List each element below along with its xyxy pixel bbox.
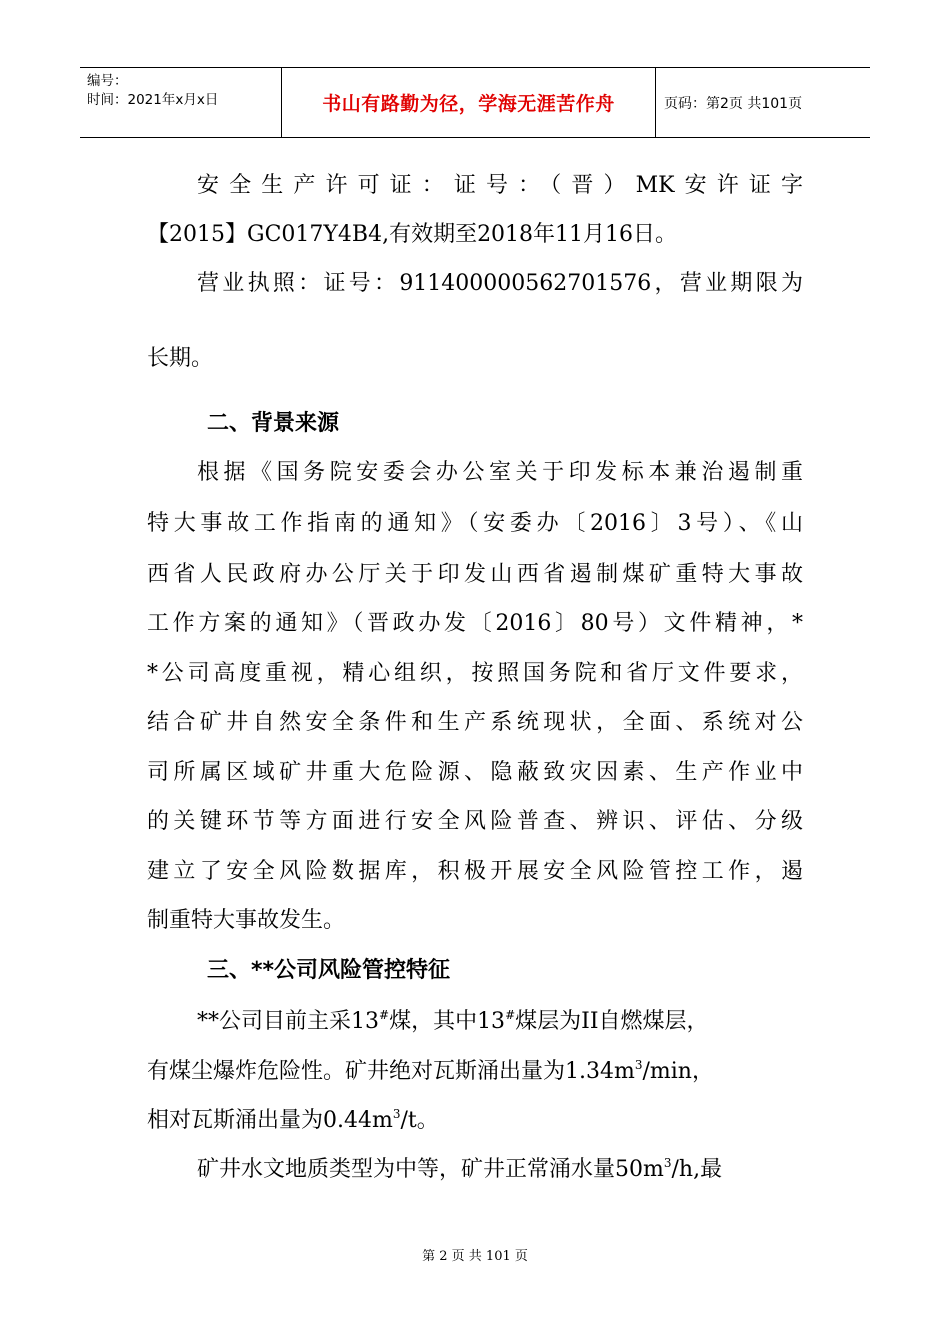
- paragraph-line: 根据《国务院安委会办公室关于印发标本兼治遏制重: [197, 460, 803, 485]
- text-segment: 有煤尘爆炸危险性。矿井绝对瓦斯涌出量为1.34m: [147, 1059, 635, 1084]
- superscript: 3: [392, 1107, 401, 1121]
- business-license-line-1: 营业执照：证号：911400000562701576，营业期限为: [197, 271, 803, 296]
- text-segment: /min，: [642, 1059, 714, 1084]
- section-heading-risk-control: 三、**公司风险管控特征: [207, 958, 451, 983]
- paragraph-line: 的关键环节等方面进行安全风险普查、辨识、评估、分级: [147, 809, 803, 834]
- paragraph-line: 结合矿井自然安全条件和生产系统现状，全面、系统对公: [147, 710, 803, 735]
- page-footer: 第 2 页 共 101 页: [422, 1249, 528, 1264]
- business-license-line-2: 长期。: [147, 346, 214, 371]
- superscript: 3: [634, 1058, 643, 1072]
- number-label: 编号：: [87, 73, 128, 89]
- header-motto: 书山有路勤为径，学海无涯苦作舟: [282, 68, 656, 137]
- paragraph-line: 特大事故工作指南的通知》（安委办〔2016〕3号）、《山: [147, 511, 803, 536]
- text-segment: **公司目前主采13: [197, 1009, 379, 1034]
- text-segment: /h,最: [671, 1157, 723, 1182]
- text-segment: /t。: [400, 1108, 439, 1133]
- section-heading-background: 二、背景来源: [207, 411, 340, 436]
- paragraph-line: 工作方案的通知》（晋政办发〔2016〕80号）文件精神，*: [147, 611, 803, 636]
- text-segment: 煤层为II自燃煤层，: [515, 1009, 709, 1034]
- time-label: 时间：2021年x月x日: [87, 92, 219, 108]
- text-segment: 矿井水文地质类型为中等，矿井正常涌水量50m: [197, 1157, 664, 1182]
- license-line-2: 【2015】GC017Y4B4,有效期至2018年11月16日。: [147, 222, 678, 247]
- paragraph-line: 西省人民政府办公厅关于印发山西省遏制煤矿重特大事故: [147, 562, 803, 587]
- hydrogeology-line: [197, 1155, 722, 1185]
- text-segment: 相对瓦斯涌出量为0.44m: [147, 1108, 393, 1133]
- gas-emission-line: [147, 1057, 714, 1087]
- text-segment: 煤，其中13: [389, 1009, 506, 1034]
- document-header: [80, 67, 870, 138]
- paragraph-line: 司所属区域矿井重大危险源、隐蔽致灾因素、生产作业中: [147, 760, 803, 785]
- coal-seam-line: [197, 1007, 709, 1037]
- paragraph-line: *公司高度重视，精心组织，按照国务院和省厅文件要求，: [147, 661, 803, 686]
- superscript: #: [505, 1008, 516, 1022]
- header-meta: [80, 68, 282, 137]
- relative-gas-line: [147, 1106, 439, 1136]
- header-page-info: 页码：第2页 共101页: [664, 95, 803, 112]
- paragraph-line: 建立了安全风险数据库，积极开展安全风险管控工作，遏: [147, 859, 803, 884]
- paragraph-line: 制重特大事故发生。: [147, 908, 346, 933]
- superscript: #: [379, 1008, 390, 1022]
- superscript: 3: [663, 1156, 672, 1170]
- license-line-1: 安全生产许可证：证号：（晋）MK安许证字: [197, 173, 803, 198]
